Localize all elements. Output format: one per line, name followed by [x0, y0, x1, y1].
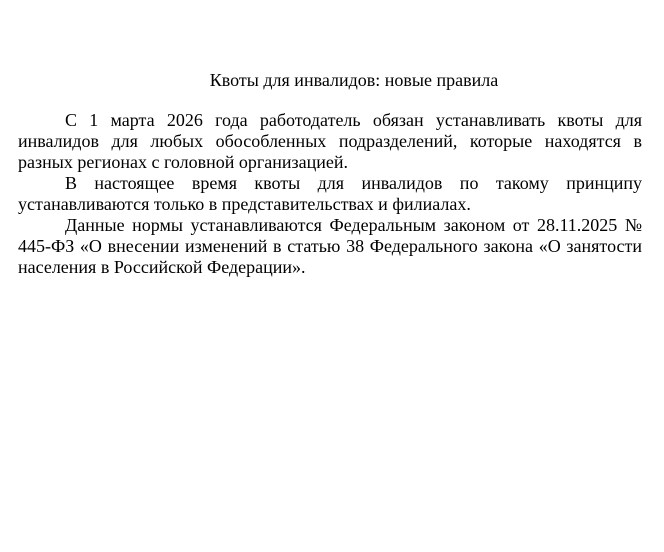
paragraph-current-practice: В настоящее время квоты для инвалидов по такому принципу устанавливаются только в представительствах и филиалах.	[18, 173, 642, 214]
document-page	[18, 70, 642, 278]
paragraph-federal-law: Данные нормы устанавливаются Федеральным законом от 28.11.2025 № 445-ФЗ «О внесении изменений в статью 38 Федерального закона «О занятости населения в Российской Федерации».	[18, 215, 642, 277]
paragraph-quota-rule: С 1 марта 2026 года работодатель обязан устанавливать квоты для инвалидов для любых обособленных подразделений, которые находятся в разных регионах с головной организацией.	[18, 110, 642, 172]
document-title: Квоты для инвалидов: новые правила	[209, 70, 499, 90]
